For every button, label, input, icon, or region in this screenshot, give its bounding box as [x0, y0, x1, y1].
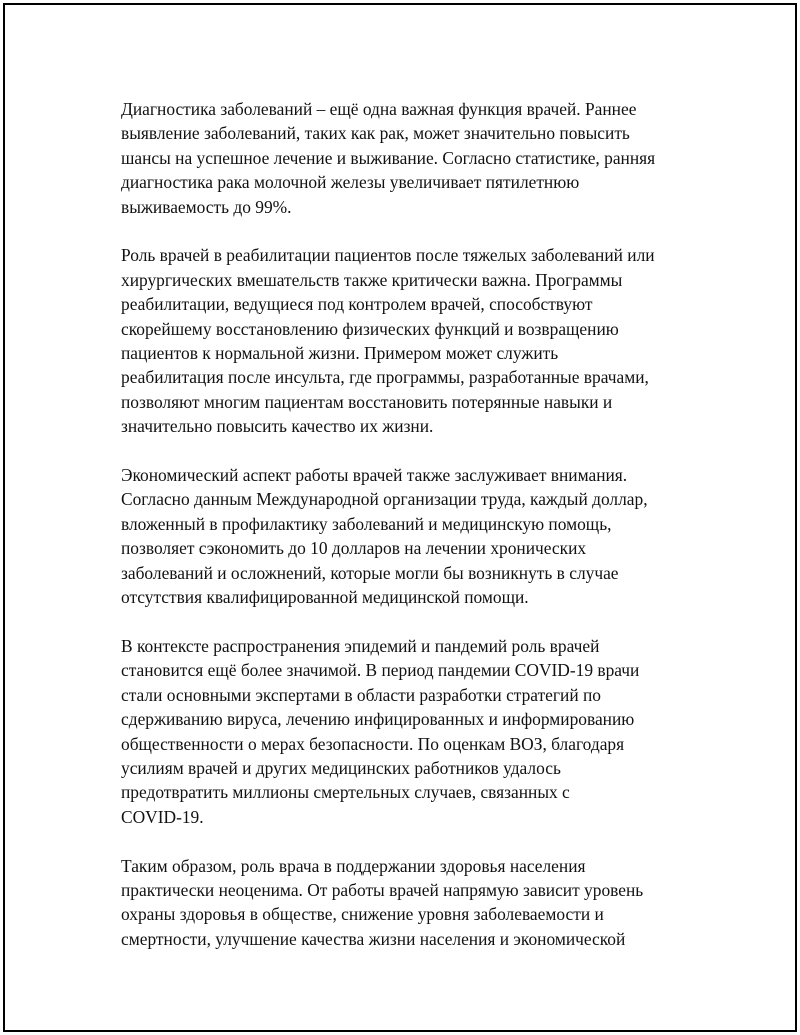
text-line: скорейшему восстановлению физических функций и возвращению: [121, 318, 619, 339]
text-line: хирургических вмешательств также критически важна. Программы: [121, 269, 623, 290]
text-line: усилиям врачей и других медицинских работников удалось: [121, 757, 561, 778]
text-line: В контексте распространения эпидемий и пандемий роль врачей: [121, 635, 600, 656]
text-line: общественности о мерах безопасности. По оценкам ВОЗ, благодаря: [121, 733, 625, 754]
text-line: реабилитации, ведущиеся под контролем врачей, способствуют: [121, 294, 593, 315]
paragraph-conclusion: [121, 854, 701, 952]
text-line: вложенный в профилактику заболеваний и медицинскую помощь,: [121, 513, 612, 534]
text-line: заболеваний и осложнений, которые могли бы возникнуть в случае: [121, 562, 619, 583]
text-line: значительно повысить качество их жизни.: [121, 416, 434, 437]
text-line: Экономический аспект работы врачей также заслуживает внимания.: [121, 465, 628, 486]
text-line: стали основными экспертами в области разработки стратегий по: [121, 684, 601, 705]
text-line: практически неоценима. От работы врачей напрямую зависит уровень: [121, 879, 644, 900]
text-line: COVID-19.: [121, 806, 204, 827]
paragraph-economics: [121, 463, 701, 609]
text-line: позволяет сэкономить до 10 долларов на лечении хронических: [121, 538, 587, 559]
text-line: Согласно данным Международной организации труда, каждый доллар,: [121, 489, 648, 510]
text-line: выживаемость до 99%.: [121, 196, 292, 217]
text-line: охраны здоровья в обществе, снижение уровня заболеваемости и: [121, 904, 604, 925]
text-line: Роль врачей в реабилитации пациентов после тяжелых заболеваний или: [121, 245, 655, 266]
text-line: шансы на успешное лечение и выживание. Согласно статистике, ранняя: [121, 147, 656, 168]
text-line: Диагностика заболеваний – ещё одна важная функция врачей. Раннее: [121, 99, 637, 119]
text-line: пациентов к нормальной жизни. Примером может служить: [121, 343, 559, 364]
text-line: становится ещё более значимой. В период пандемии COVID-19 врачи: [121, 660, 640, 681]
text-line: предотвратить миллионы смертельных случаев, связанных с: [121, 782, 570, 803]
paragraph-diagnostics: [121, 97, 701, 219]
text-line: реабилитация после инсульта, где программы, разработанные врачами,: [121, 367, 649, 388]
page-frame: [3, 3, 797, 1032]
text-line: сдерживанию вируса, лечению инфицированных и информированию: [121, 709, 635, 730]
document-body: [121, 97, 701, 976]
text-line: диагностика рака молочной железы увеличивает пятилетнюю: [121, 172, 580, 193]
text-line: Таким образом, роль врача в поддержании здоровья населения: [121, 855, 586, 876]
text-line: отсутствия квалифицированной медицинской помощи.: [121, 587, 529, 608]
paragraph-pandemics: [121, 634, 701, 829]
paragraph-rehabilitation: [121, 243, 701, 438]
text-line: позволяют многим пациентам восстановить потерянные навыки и: [121, 391, 613, 412]
text-line: выявление заболеваний, таких как рак, может значительно повысить: [121, 123, 630, 144]
text-line: смертности, улучшение качества жизни населения и экономической: [121, 928, 626, 949]
